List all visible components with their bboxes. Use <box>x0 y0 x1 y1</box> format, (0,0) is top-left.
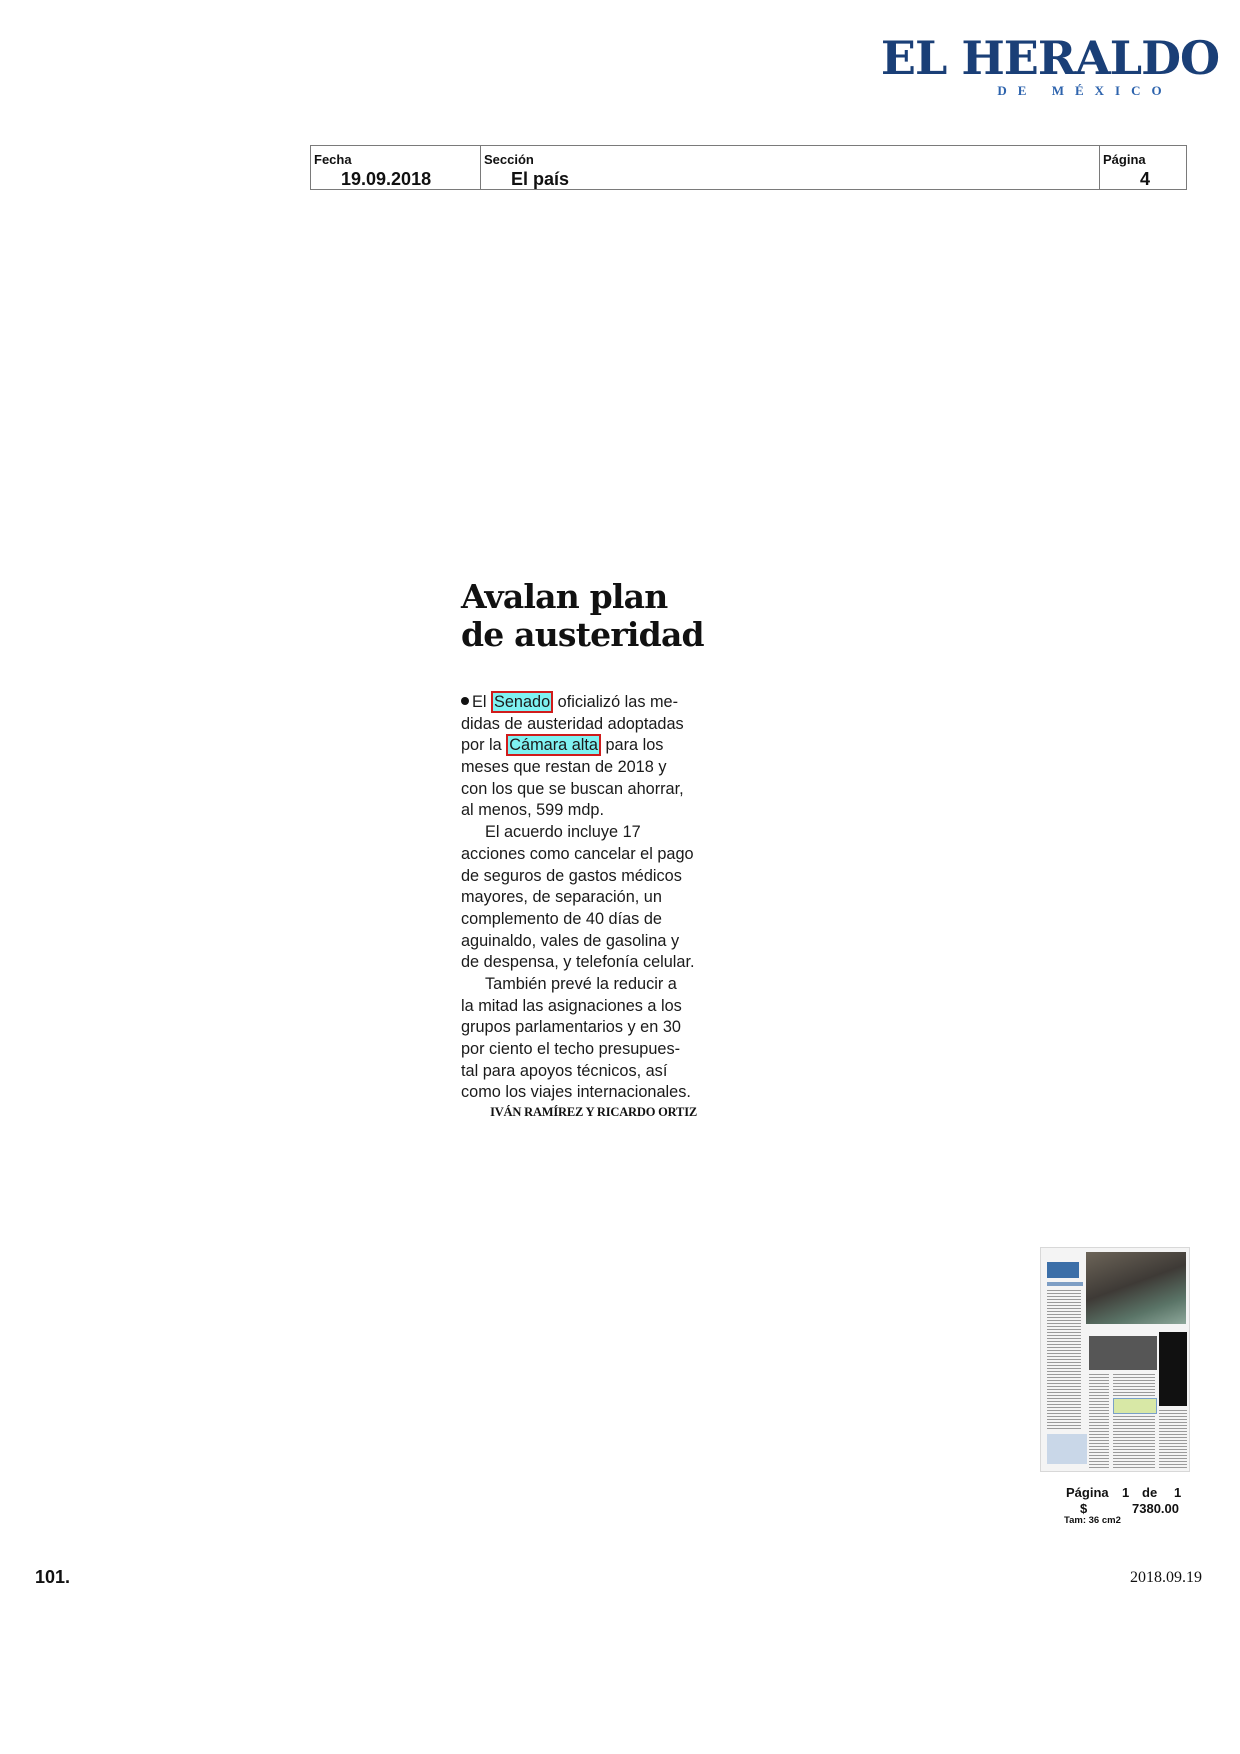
thumbnail-section-header <box>1047 1262 1079 1278</box>
article-line: mayores, de separación, un <box>461 888 662 907</box>
pagina-label: Página <box>1103 152 1146 167</box>
masthead-logo <box>875 32 1225 98</box>
seccion-cell <box>481 146 1100 189</box>
page-thumbnail <box>1040 1247 1190 1472</box>
article-line: El Senado oficializó las me- <box>461 692 697 714</box>
headline-line-1: Avalan plan <box>461 577 668 616</box>
article-byline: IVÁN RAMÍREZ Y RICARDO ORTIZ <box>490 1105 697 1120</box>
thumbnail-text-column <box>1089 1374 1109 1468</box>
info-pagina-label: Página <box>1066 1485 1109 1500</box>
info-pagina-total: 1 <box>1174 1485 1182 1500</box>
article-line: la mitad las asignaciones a los <box>461 996 682 1015</box>
footer-date: 2018.09.19 <box>1130 1569 1202 1586</box>
thumbnail-footer-box <box>1047 1434 1087 1464</box>
headline-line-2: de austeridad <box>461 615 704 654</box>
info-currency: $ <box>1080 1501 1088 1516</box>
article-line: grupos parlamentarios y en 30 <box>461 1018 681 1037</box>
highlight-camara-alta: Cámara alta <box>506 734 601 756</box>
info-tam: Tam: 36 cm2 <box>1064 1515 1121 1526</box>
thumbnail-text-column <box>1159 1410 1187 1468</box>
fecha-cell <box>311 146 481 189</box>
info-de-label: de <box>1142 1485 1158 1500</box>
article-line: de despensa, y telefonía celular. <box>461 953 695 972</box>
article-line: tal para apoyos técnicos, así <box>461 1061 668 1080</box>
article-line: por la Cámara alta para los <box>461 736 664 755</box>
article-line: con los que se buscan ahorrar, <box>461 779 684 798</box>
fecha-label: Fecha <box>314 152 352 167</box>
seccion-label: Sección <box>484 152 534 167</box>
masthead-subtitle: DE MÉXICO <box>997 83 1173 98</box>
article-body <box>461 692 697 1104</box>
article-line: al menos, 599 mdp. <box>461 801 604 820</box>
fecha-value: 19.09.2018 <box>341 169 432 189</box>
metadata-table <box>310 145 1187 190</box>
article-line: como los viajes internacionales. <box>461 1083 691 1102</box>
info-pagina-current: 1 <box>1122 1485 1130 1500</box>
article-headline <box>461 577 704 654</box>
highlight-senado: Senado <box>491 691 553 713</box>
article-line: meses que restan de 2018 y <box>461 758 667 777</box>
thumbnail-photo <box>1086 1252 1186 1324</box>
thumbnail-text-column <box>1113 1374 1155 1396</box>
bullet-icon <box>461 697 469 705</box>
thumbnail-text-column <box>1047 1290 1081 1430</box>
info-amount: 7380.00 <box>1132 1501 1179 1516</box>
article-line: por ciento el techo presupues- <box>461 1040 681 1058</box>
seccion-value: El país <box>511 169 570 189</box>
thumbnail-infographic <box>1113 1398 1157 1414</box>
pagina-value: 4 <box>1140 169 1151 189</box>
article-line: El acuerdo incluye 17 <box>485 823 641 842</box>
article-line: de seguros de gastos médicos <box>461 866 682 885</box>
thumbnail-header-bar <box>1047 1282 1083 1286</box>
article-line: También prevé la reducir a <box>485 974 677 993</box>
thumbnail-text-column <box>1113 1416 1155 1468</box>
masthead-name: EL HERALDO <box>880 31 1220 85</box>
article-line: aguinaldo, vales de gasolina y <box>461 931 680 950</box>
article-clipping <box>461 577 704 1120</box>
page-number: 101. <box>35 1567 71 1587</box>
article-line: didas de austeridad adoptadas <box>461 714 684 733</box>
article-line: complemento de 40 días de <box>461 909 662 928</box>
pagina-cell <box>1100 146 1186 189</box>
article-line: acciones como cancelar el pago <box>461 844 694 863</box>
thumbnail-sidebar-box <box>1159 1332 1187 1406</box>
thumbnail-headline <box>1089 1336 1157 1370</box>
